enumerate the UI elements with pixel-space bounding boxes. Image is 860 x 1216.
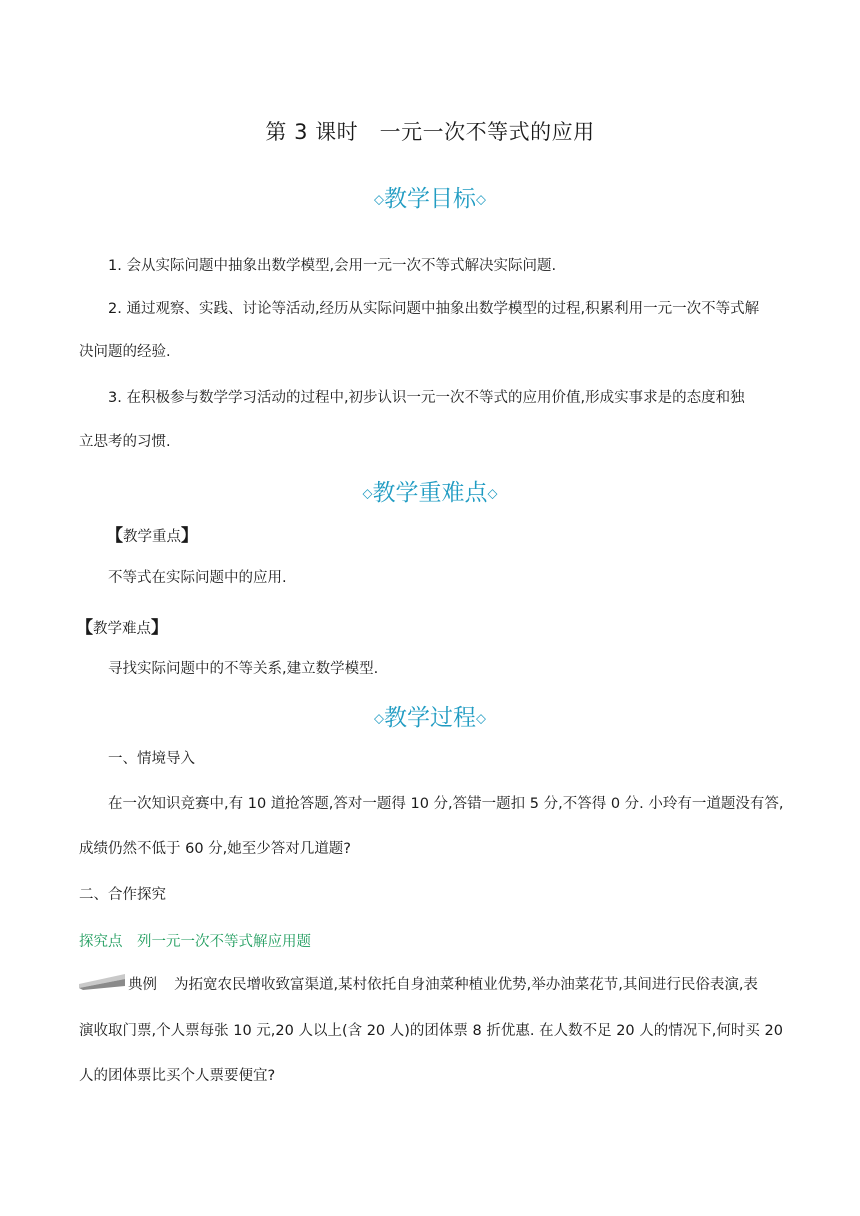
intro-line-2: 成绩仍然不低于 60 分,她至少答对几道题? (79, 841, 351, 857)
objective-item-3: 3. 在积极参与数学学习活动的过程中,初步认识一元一次不等式的应用价值,形成实事求是的态度和独 (108, 390, 745, 406)
section-heading-objectives (0, 180, 860, 213)
example-bar-icon (79, 974, 125, 990)
difficulty-label: 【教学难点】 (76, 618, 168, 638)
diamond-icon: ◇ (362, 486, 373, 502)
example-line-1: 为拓宽农民增收致富渠道,某村依托自身油菜种植业优势,举办油菜花节,其间进行民俗表演,表 (174, 977, 758, 993)
page-title: 第 3 课时 一元一次不等式的应用 (265, 120, 595, 144)
example-line-2: 演收取门票,个人票每张 10 元,20 人以上(含 20 人)的团体票 8 折优惠. 在人数不足 20 人的情况下,何时买 20 (79, 1023, 783, 1039)
intro-line-1: 在一次知识竞赛中,有 10 道抢答题,答对一题得 10 分,答错一题扣 5 分,不答得 0 分. 小玲有一道题没有答, (108, 796, 784, 812)
intro-title: 一、情境导入 (108, 751, 195, 767)
explore-title: 二、合作探究 (79, 887, 166, 903)
objective-item-2-cont: 决问题的经验. (79, 344, 171, 360)
section-heading-keypoints (0, 474, 860, 507)
section-heading-text: 教学重难点 (372, 480, 488, 506)
explore-point: 探究点 列一元一次不等式解应用题 (79, 934, 311, 950)
diamond-icon: ◇ (487, 486, 498, 502)
example-line-3: 人的团体票比买个人票要便宜? (79, 1068, 276, 1084)
diamond-icon: ◇ (476, 192, 486, 208)
section-heading-text: 教学过程 (384, 705, 476, 731)
objective-item-2: 2. 通过观察、实践、讨论等活动,经历从实际问题中抽象出数学模型的过程,积累利用一元一次不等式解 (108, 301, 760, 317)
focus-label: 【教学重点】 (106, 526, 198, 546)
section-heading-process (0, 699, 860, 732)
diamond-icon: ◇ (476, 711, 486, 727)
example-label: 典例 (128, 977, 157, 993)
diamond-icon: ◇ (374, 711, 384, 727)
objective-item-1: 1. 会从实际问题中抽象出数学模型,会用一元一次不等式解决实际问题. (108, 258, 557, 274)
difficulty-text: 寻找实际问题中的不等关系,建立数学模型. (108, 661, 379, 677)
section-heading-text: 教学目标 (384, 186, 476, 212)
objective-item-3-cont: 立思考的习惯. (79, 434, 171, 450)
focus-text: 不等式在实际问题中的应用. (108, 570, 287, 586)
diamond-icon: ◇ (374, 192, 384, 208)
